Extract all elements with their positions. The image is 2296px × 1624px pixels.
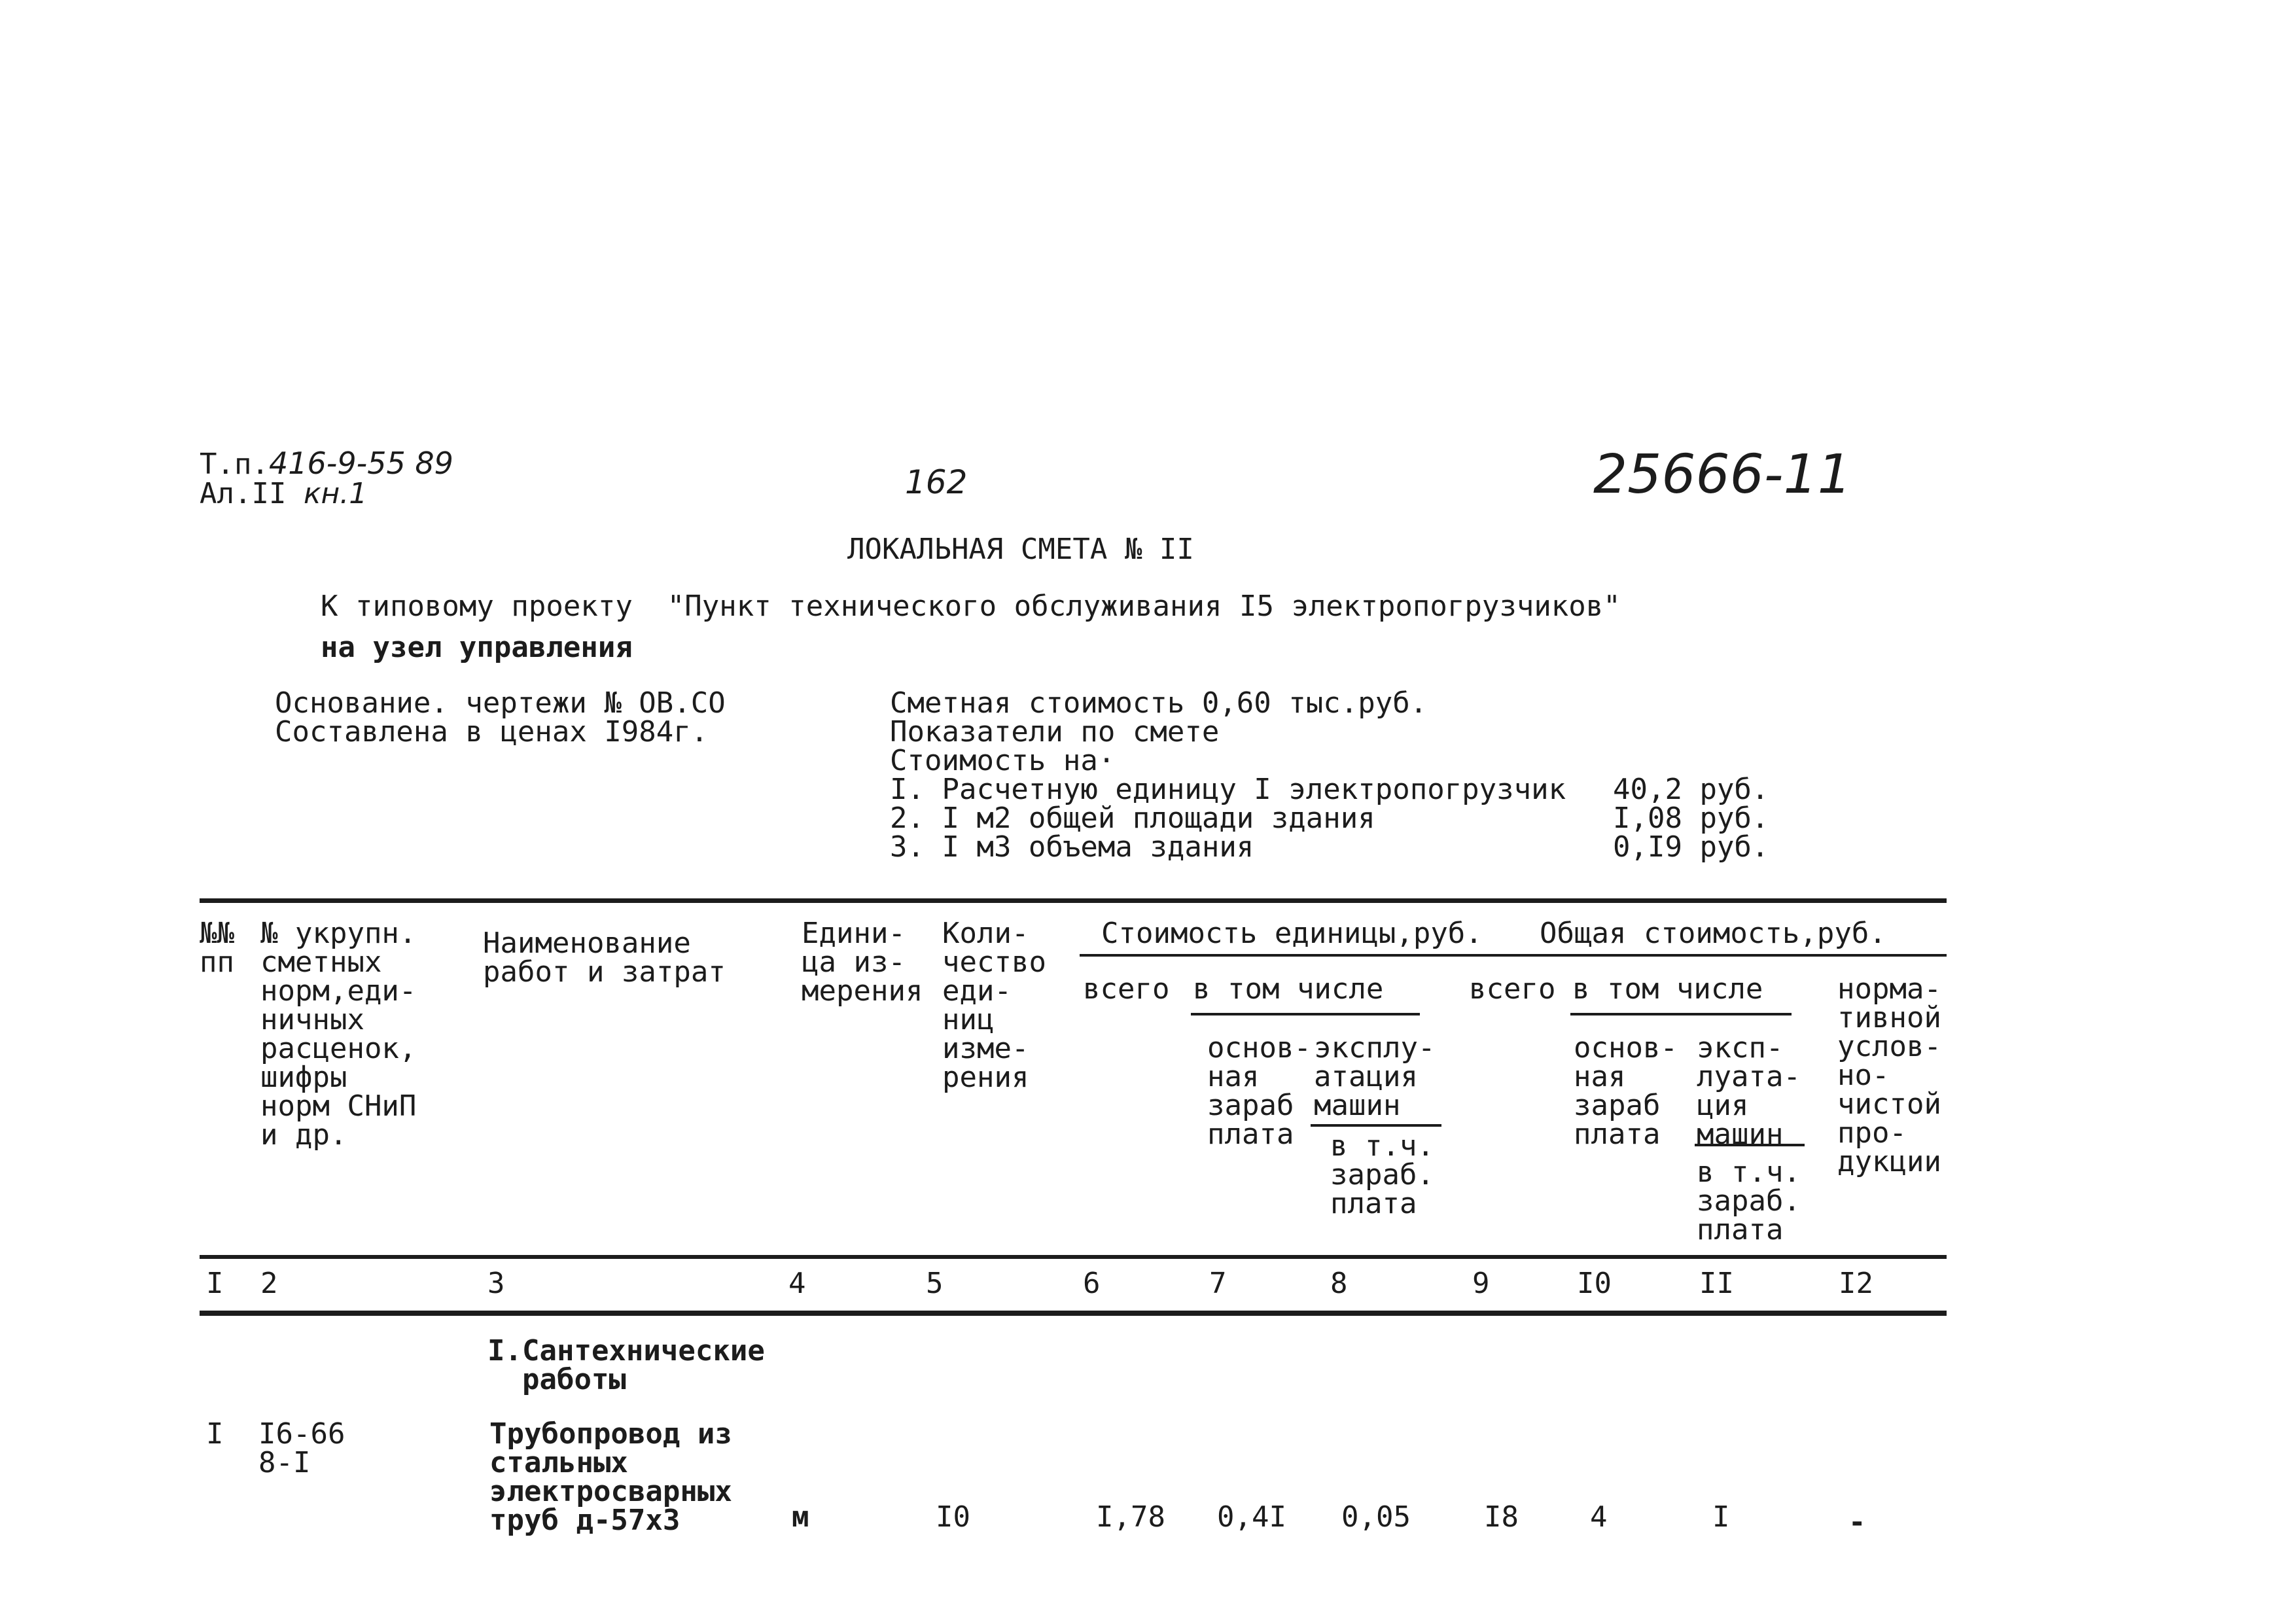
col-header-unit-total: всего [1083,972,1170,1006]
col-number: 8 [1330,1267,1348,1300]
col-header-sum-wage: основ- ная зараб плата [1574,1031,1678,1151]
indicator-value: 0,I9 руб. [1613,830,1769,864]
row-work-name: Трубопровод из стальных электросварных труб д-57х3 [489,1417,732,1537]
col-number: 3 [487,1267,505,1300]
col-number: I0 [1577,1267,1612,1300]
row-unit-wage: 0,4I [1217,1500,1286,1534]
estimated-cost: Сметная стоимость 0,60 тыс.руб. [890,686,1428,720]
page-title: ЛОКАЛЬНАЯ СМЕТА № II [847,533,1194,566]
indicator-value: 40,2 руб. [1613,773,1769,806]
col-number: 7 [1209,1267,1227,1300]
col-numbers-rule [200,1311,1947,1316]
col-number: 5 [926,1267,944,1300]
row-number: I [206,1417,224,1451]
col-header-sum-total: всего [1469,972,1556,1006]
col-header-norm-code: № укрупн. сметных норм,еди- ничных расценок, шифры норм СНиП и др. [260,917,417,1152]
album-label: Ал.II кн.1 [200,477,368,510]
series-handwritten: 416-9-55 89 [268,446,453,481]
cost-per-heading: Стоимость на· [890,744,1116,777]
col-number: 4 [788,1267,806,1300]
indicator-label: 3. I м3 объема здания [890,830,1254,864]
project-line-1: К типовому проекту "Пункт технического обслуживания I5 электропогрузчиков" [321,590,1621,623]
unit-mach-sub-rule [1311,1124,1441,1127]
document-number: 25666-11 [1593,444,1852,506]
row-sum-total: I8 [1484,1500,1519,1534]
col-number: I [206,1267,224,1300]
unit-incl-header: в том числе [1193,972,1384,1006]
unit-incl-rule [1191,1013,1420,1015]
col-header-quantity: Коли- чество еди- ниц изме- рения [942,917,1046,1094]
table-top-rule [200,898,1947,903]
col-number: 6 [1083,1267,1101,1300]
indicator-label: I. Расчетную единицу I электропогрузчик [890,773,1566,806]
col-number: 9 [1472,1267,1490,1300]
indicators-heading: Показатели по смете [890,715,1220,749]
project-line-2: на узел управления [321,631,633,664]
col-number: 2 [260,1267,278,1300]
col-number: I2 [1839,1267,1873,1300]
col-number: II [1699,1267,1734,1300]
col-header-unit-machines: эксплу- атация машин [1314,1031,1436,1122]
col-header-unit-wage: основ- ная зараб плата [1207,1031,1311,1151]
row-norm-code: I6-66 8-I [258,1417,345,1479]
section-heading: I.Сантехнические работы [487,1334,765,1396]
series-label: Т.п.416-9-55 89 [200,446,453,481]
col-header-unit-machines-wage: в т.ч. зараб. плата [1330,1129,1434,1220]
indicator-label: 2. I м2 общей площади здания [890,802,1375,835]
col-header-unit: Едини- ца из- мерения [802,917,923,1008]
col-header-number: №№ пп [200,917,234,979]
page-number: 162 [905,463,968,501]
row-sum-wage: 4 [1590,1500,1608,1534]
row-quantity: I0 [936,1500,970,1534]
book-handwritten: кн.1 [303,477,368,510]
col-header-sum-machines-wage: в т.ч. зараб. плата [1697,1156,1801,1246]
total-cost-header: Общая стоимость,руб. [1540,917,1886,950]
row-unit: м [792,1500,809,1534]
basis-line-1: Основание. чертежи № ОВ.СО [275,686,726,720]
row-unit-total: I,78 [1096,1500,1165,1534]
col-header-work-name: Наименование работ и затрат [483,927,726,989]
header-bottom-rule [200,1255,1947,1259]
unit-cost-header: Стоимость единицы,руб. [1101,917,1483,950]
row-sum-machines: I [1712,1500,1730,1534]
row-unit-machines: 0,05 [1341,1500,1411,1534]
col-header-normative-output: норма- тивной услов- но- чистой про- дукции [1837,972,1941,1178]
basis-line-2: Составлена в ценах I984г. [275,715,709,749]
indicator-value: I,08 руб. [1613,802,1769,835]
row-normative-output: - [1848,1506,1866,1539]
col-header-sum-machines: эксп- луата- ция машин [1697,1031,1801,1151]
total-incl-rule [1570,1013,1792,1015]
cost-header-rule [1080,954,1947,957]
total-incl-header: в том числе [1572,972,1763,1006]
